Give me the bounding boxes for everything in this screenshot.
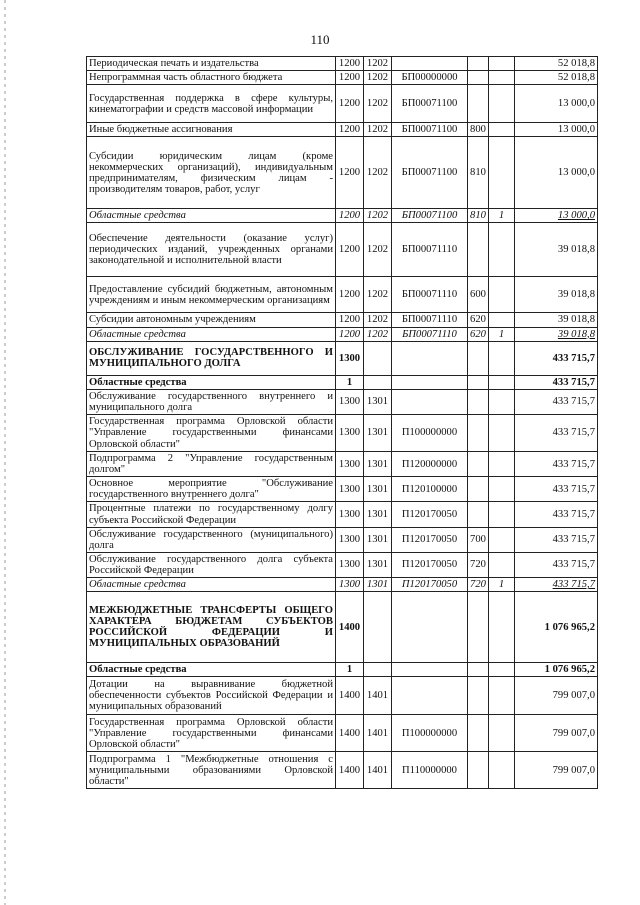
funding-source-code xyxy=(489,663,515,677)
target-article-code xyxy=(392,677,468,715)
table-row xyxy=(87,552,598,577)
expense-type-code xyxy=(468,592,489,663)
funding-source-code xyxy=(489,137,515,209)
funding-source-code xyxy=(489,389,515,414)
subsection-code: 1401 xyxy=(364,752,392,789)
expense-type-code: 720 xyxy=(468,552,489,577)
funding-source-code xyxy=(489,752,515,789)
table-row xyxy=(87,313,598,327)
expense-type-code: 810 xyxy=(468,209,489,223)
expense-type-code: 810 xyxy=(468,137,489,209)
amount-value: 1 076 965,2 xyxy=(515,663,598,677)
row-name: Подпрограмма 2 "Управление государственным долгом" xyxy=(87,451,336,476)
funding-source-code: 1 xyxy=(489,209,515,223)
table-row xyxy=(87,677,598,715)
expense-type-code: 600 xyxy=(468,277,489,313)
funding-source-code xyxy=(489,57,515,71)
subsection-code: 1202 xyxy=(364,327,392,341)
amount-value: 433 715,7 xyxy=(515,451,598,476)
row-name: МЕЖБЮДЖЕТНЫЕ ТРАНСФЕРТЫ ОБЩЕГО ХАРАКТЕРА БЮДЖЕТАМ СУБЪЕКТОВ РОССИЙСКОЙ ФЕДЕРАЦИИ И МУНИЦИПАЛЬНЫХ ОБРАЗОВАНИЙ xyxy=(87,592,336,663)
target-article-code: П120000000 xyxy=(392,451,468,476)
subsection-code xyxy=(364,375,392,389)
funding-source-code xyxy=(489,527,515,552)
table-row xyxy=(87,85,598,123)
funding-source-code xyxy=(489,375,515,389)
target-article-code: П120170050 xyxy=(392,552,468,577)
row-name: Дотации на выравнивание бюджетной обеспеченности субъектов Российской Федерации и муниципальных образований xyxy=(87,677,336,715)
expense-type-code xyxy=(468,502,489,527)
target-article-code: БП00071100 xyxy=(392,209,468,223)
subsection-code: 1202 xyxy=(364,85,392,123)
section-code: 1400 xyxy=(336,592,364,663)
funding-source-code xyxy=(489,223,515,277)
row-name: Государственная программа Орловской области "Управление государственными финансами Орловской области" xyxy=(87,414,336,451)
amount-value: 433 715,7 xyxy=(515,414,598,451)
subsection-code: 1301 xyxy=(364,552,392,577)
table-row xyxy=(87,389,598,414)
subsection-code: 1301 xyxy=(364,451,392,476)
section-code: 1200 xyxy=(336,57,364,71)
section-code: 1 xyxy=(336,663,364,677)
amount-value: 799 007,0 xyxy=(515,715,598,752)
subsection-code: 1301 xyxy=(364,578,392,592)
amount-value: 13 000,0 xyxy=(515,123,598,137)
row-name: Основное мероприятие "Обслуживание государственного внутреннего долга" xyxy=(87,477,336,502)
expense-type-code xyxy=(468,57,489,71)
target-article-code: БП00000000 xyxy=(392,71,468,85)
row-name: Подпрограмма 1 "Межбюджетные отношения с муниципальными образованиями Орловской области" xyxy=(87,752,336,789)
subsection-code: 1301 xyxy=(364,477,392,502)
subsection-code xyxy=(364,592,392,663)
expense-type-code xyxy=(468,223,489,277)
target-article-code xyxy=(392,341,468,375)
section-code: 1300 xyxy=(336,414,364,451)
funding-source-code xyxy=(489,414,515,451)
table-row xyxy=(87,477,598,502)
table-row xyxy=(87,451,598,476)
funding-source-code: 1 xyxy=(489,327,515,341)
target-article-code: П120170050 xyxy=(392,578,468,592)
row-name: Субсидии юридическим лицам (кроме некоммерческих организаций), индивидуальным предпринимателям, физическим лицам - производителям товаров, работ, услуг xyxy=(87,137,336,209)
table-row xyxy=(87,57,598,71)
row-name: Государственная программа Орловской области "Управление государственными финансами Орловской области" xyxy=(87,715,336,752)
subsection-code xyxy=(364,341,392,375)
expense-type-code xyxy=(468,341,489,375)
funding-source-code xyxy=(489,715,515,752)
amount-value: 39 018,8 xyxy=(515,223,598,277)
amount-value: 39 018,8 xyxy=(515,313,598,327)
row-name: Обслуживание государственного (муниципального) долга xyxy=(87,527,336,552)
amount-value: 433 715,7 xyxy=(515,341,598,375)
funding-source-code xyxy=(489,502,515,527)
amount-value: 52 018,8 xyxy=(515,57,598,71)
expense-type-code xyxy=(468,71,489,85)
funding-source-code xyxy=(489,477,515,502)
section-code: 1300 xyxy=(336,578,364,592)
section-code: 1200 xyxy=(336,123,364,137)
target-article-code: П120170050 xyxy=(392,502,468,527)
section-code: 1300 xyxy=(336,341,364,375)
table-row xyxy=(87,502,598,527)
row-name: Обеспечение деятельности (оказание услуг) периодических изданий, учрежденных органами законодательной и исполнительной власти xyxy=(87,223,336,277)
row-name: Государственная поддержка в сфере культуры, кинематографии и средств массовой информации xyxy=(87,85,336,123)
expense-type-code: 620 xyxy=(468,327,489,341)
expense-type-code: 720 xyxy=(468,578,489,592)
section-code: 1400 xyxy=(336,752,364,789)
section-code: 1300 xyxy=(336,451,364,476)
scan-edge-mark xyxy=(4,0,6,905)
subsection-code: 1401 xyxy=(364,677,392,715)
funding-source-code xyxy=(489,451,515,476)
target-article-code: БП00071110 xyxy=(392,277,468,313)
target-article-code: П110000000 xyxy=(392,752,468,789)
subsection-code: 1401 xyxy=(364,715,392,752)
expense-type-code xyxy=(468,389,489,414)
table-row xyxy=(87,209,598,223)
amount-value: 13 000,0 xyxy=(515,85,598,123)
target-article-code: БП00071110 xyxy=(392,327,468,341)
amount-value: 433 715,7 xyxy=(515,477,598,502)
table-row xyxy=(87,527,598,552)
subsection-code: 1202 xyxy=(364,223,392,277)
target-article-code: БП00071110 xyxy=(392,313,468,327)
section-code: 1300 xyxy=(336,477,364,502)
amount-value: 433 715,7 xyxy=(515,552,598,577)
target-article-code: П100000000 xyxy=(392,715,468,752)
row-name: Периодическая печать и издательства xyxy=(87,57,336,71)
subsection-code: 1202 xyxy=(364,277,392,313)
row-name: Предоставление субсидий бюджетным, автономным учреждениям и иным некоммерческим организациям xyxy=(87,277,336,313)
subsection-code: 1202 xyxy=(364,137,392,209)
target-article-code: П120170050 xyxy=(392,527,468,552)
expense-type-code xyxy=(468,752,489,789)
section-code: 1200 xyxy=(336,277,364,313)
amount-value: 433 715,7 xyxy=(515,375,598,389)
expense-type-code xyxy=(468,663,489,677)
section-code: 1 xyxy=(336,375,364,389)
amount-value: 433 715,7 xyxy=(515,527,598,552)
subsection-code: 1202 xyxy=(364,209,392,223)
row-name: Областные средства xyxy=(87,578,336,592)
table-row xyxy=(87,715,598,752)
expense-type-code xyxy=(468,414,489,451)
expense-type-code xyxy=(468,715,489,752)
funding-source-code xyxy=(489,341,515,375)
amount-value: 1 076 965,2 xyxy=(515,592,598,663)
section-code: 1400 xyxy=(336,715,364,752)
target-article-code: БП00071100 xyxy=(392,85,468,123)
target-article-code: БП00071110 xyxy=(392,223,468,277)
funding-source-code xyxy=(489,277,515,313)
expense-type-code: 800 xyxy=(468,123,489,137)
page-number: 110 xyxy=(310,32,330,47)
row-name: Непрограммная часть областного бюджета xyxy=(87,71,336,85)
funding-source-code xyxy=(489,592,515,663)
row-name: Областные средства xyxy=(87,209,336,223)
section-code: 1300 xyxy=(336,502,364,527)
budget-table xyxy=(86,56,598,789)
row-name: Обслуживание государственного долга субъекта Российской Федерации xyxy=(87,552,336,577)
funding-source-code: 1 xyxy=(489,578,515,592)
row-name: Областные средства xyxy=(87,375,336,389)
row-name: ОБСЛУЖИВАНИЕ ГОСУДАРСТВЕННОГО И МУНИЦИПАЛЬНОГО ДОЛГА xyxy=(87,341,336,375)
subsection-code: 1301 xyxy=(364,389,392,414)
table-row xyxy=(87,375,598,389)
amount-value: 13 000,0 xyxy=(515,209,598,223)
subsection-code: 1202 xyxy=(364,71,392,85)
section-code: 1300 xyxy=(336,552,364,577)
amount-value: 39 018,8 xyxy=(515,277,598,313)
section-code: 1200 xyxy=(336,327,364,341)
target-article-code xyxy=(392,375,468,389)
expense-type-code xyxy=(468,85,489,123)
table-row xyxy=(87,414,598,451)
subsection-code: 1202 xyxy=(364,57,392,71)
row-name: Областные средства xyxy=(87,663,336,677)
subsection-code: 1202 xyxy=(364,123,392,137)
amount-value: 799 007,0 xyxy=(515,677,598,715)
subsection-code: 1301 xyxy=(364,527,392,552)
subsection-code xyxy=(364,663,392,677)
amount-value: 433 715,7 xyxy=(515,502,598,527)
amount-value: 39 018,8 xyxy=(515,327,598,341)
expense-type-code xyxy=(468,451,489,476)
expense-type-code xyxy=(468,477,489,502)
row-name: Иные бюджетные ассигнования xyxy=(87,123,336,137)
target-article-code xyxy=(392,389,468,414)
subsection-code: 1202 xyxy=(364,313,392,327)
subsection-code: 1301 xyxy=(364,414,392,451)
funding-source-code xyxy=(489,85,515,123)
target-article-code xyxy=(392,592,468,663)
table-row xyxy=(87,277,598,313)
section-code: 1200 xyxy=(336,71,364,85)
table-row xyxy=(87,137,598,209)
target-article-code xyxy=(392,663,468,677)
target-article-code: БП00071100 xyxy=(392,137,468,209)
amount-value: 799 007,0 xyxy=(515,752,598,789)
expense-type-code: 620 xyxy=(468,313,489,327)
target-article-code xyxy=(392,57,468,71)
expense-type-code: 700 xyxy=(468,527,489,552)
table-row xyxy=(87,592,598,663)
expense-type-code xyxy=(468,677,489,715)
funding-source-code xyxy=(489,677,515,715)
amount-value: 52 018,8 xyxy=(515,71,598,85)
section-code: 1200 xyxy=(336,313,364,327)
section-code: 1300 xyxy=(336,527,364,552)
amount-value: 13 000,0 xyxy=(515,137,598,209)
row-name: Процентные платежи по государственному долгу субъекта Российской Федерации xyxy=(87,502,336,527)
table-row xyxy=(87,71,598,85)
section-code: 1200 xyxy=(336,85,364,123)
amount-value: 433 715,7 xyxy=(515,578,598,592)
row-name: Субсидии автономным учреждениям xyxy=(87,313,336,327)
section-code: 1300 xyxy=(336,389,364,414)
funding-source-code xyxy=(489,313,515,327)
section-code: 1400 xyxy=(336,677,364,715)
target-article-code: БП00071100 xyxy=(392,123,468,137)
table-row xyxy=(87,752,598,789)
table-row xyxy=(87,663,598,677)
table-row xyxy=(87,123,598,137)
expense-type-code xyxy=(468,375,489,389)
row-name: Областные средства xyxy=(87,327,336,341)
target-article-code: П120100000 xyxy=(392,477,468,502)
subsection-code: 1301 xyxy=(364,502,392,527)
funding-source-code xyxy=(489,552,515,577)
row-name: Обслуживание государственного внутреннего и муниципального долга xyxy=(87,389,336,414)
table-row xyxy=(87,578,598,592)
amount-value: 433 715,7 xyxy=(515,389,598,414)
section-code: 1200 xyxy=(336,209,364,223)
section-code: 1200 xyxy=(336,223,364,277)
table-row xyxy=(87,223,598,277)
table-row xyxy=(87,341,598,375)
table-row xyxy=(87,327,598,341)
funding-source-code xyxy=(489,123,515,137)
target-article-code: П100000000 xyxy=(392,414,468,451)
section-code: 1200 xyxy=(336,137,364,209)
funding-source-code xyxy=(489,71,515,85)
